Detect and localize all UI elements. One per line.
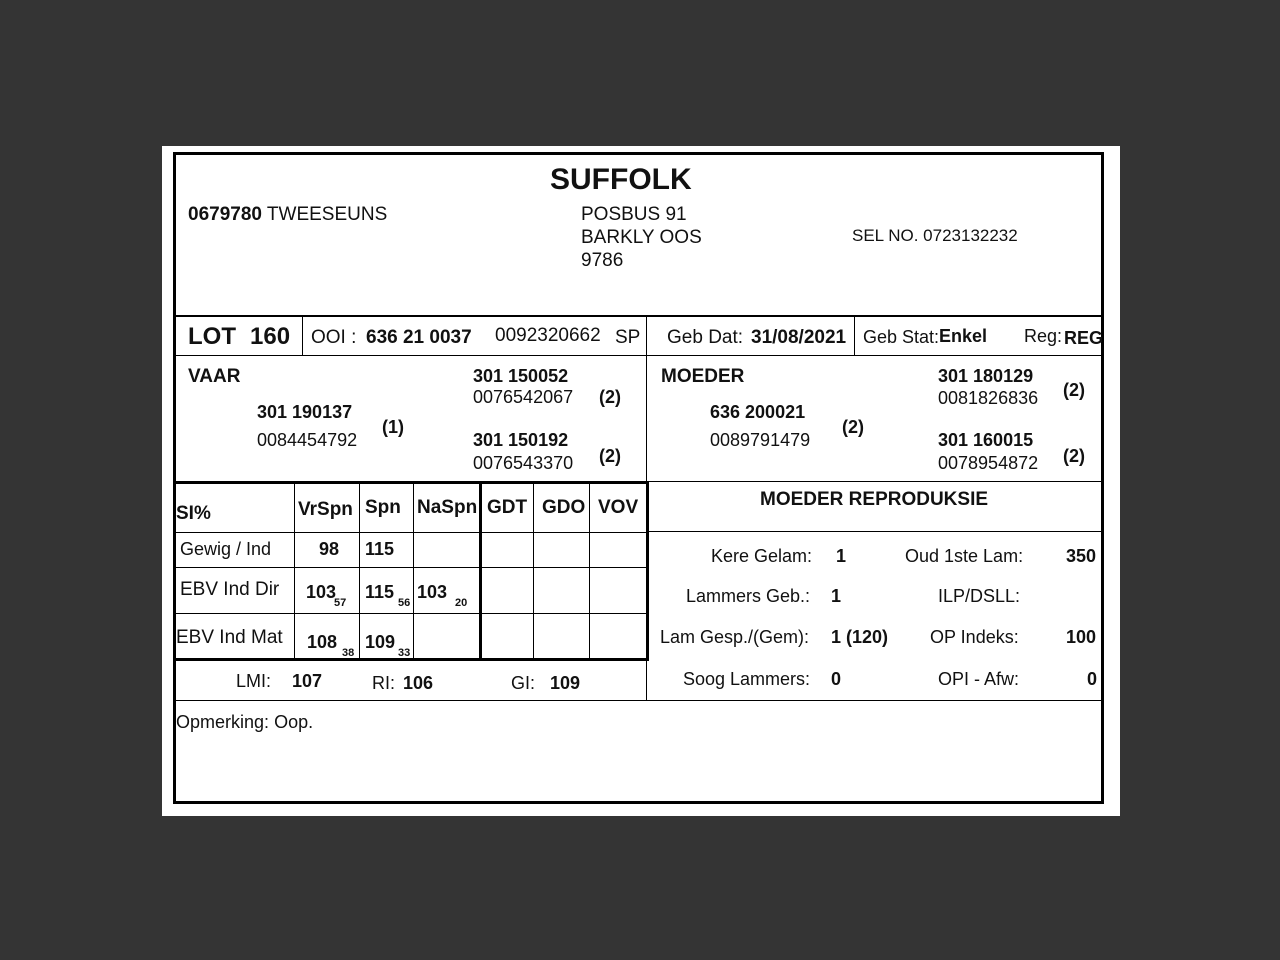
- sire-dam-code: 0076543370: [473, 453, 574, 473]
- phone-number: SEL NO. 0723132232: [852, 226, 1018, 245]
- gewig-spn: 115: [365, 539, 395, 559]
- lot-card: [173, 152, 1104, 804]
- divider: [176, 613, 646, 614]
- lammers-geb-label: Lammers Geb.:: [686, 586, 811, 606]
- soog-label: Soog Lammers:: [683, 669, 811, 689]
- soog-value: 0: [831, 669, 842, 689]
- sire-dam-grade: (2): [599, 446, 621, 466]
- opi-label: OPI - Afw:: [938, 669, 1020, 689]
- divider: [589, 484, 590, 658]
- dam-label: MOEDER: [661, 366, 745, 387]
- ooi-label: OOI :: [311, 327, 357, 348]
- vrspn-header: VrSpn: [298, 499, 353, 520]
- dam-id: 636 200021: [710, 402, 806, 422]
- dam-grade: (2): [842, 417, 864, 437]
- gdt-header: GDT: [487, 497, 528, 518]
- dam-sire-grade: (2): [1063, 380, 1085, 400]
- naspn-header: NaSpn: [417, 497, 478, 518]
- birth-status-value: Enkel: [939, 326, 988, 346]
- sire-id: 301 190137: [257, 402, 353, 422]
- divider: [479, 481, 482, 661]
- divider: [176, 567, 646, 568]
- row-label-ebv-dir: EBV Ind Dir: [180, 579, 280, 600]
- breeder-number: 0679780: [188, 204, 262, 225]
- reg-label: Reg:: [1024, 326, 1063, 346]
- lam-gesp-label: Lam Gesp./(Gem):: [660, 627, 810, 647]
- remark-value: Oop.: [274, 712, 314, 732]
- ebv-dir-vrspn: 103: [306, 582, 337, 602]
- reg-code: 0092320662: [495, 325, 601, 346]
- gi-value: 109: [550, 673, 581, 693]
- row-label-gewig: Gewig / Ind: [180, 539, 272, 559]
- ebv-dir-spn: 115: [365, 582, 395, 602]
- op-indeks-value: 100: [1066, 627, 1097, 647]
- remark: [176, 712, 313, 733]
- sire-grade: (1): [382, 417, 404, 437]
- divider: [646, 481, 649, 661]
- dam-sire-code: 0081826836: [938, 388, 1039, 408]
- ebv-mat-vrspn: 108: [307, 632, 338, 652]
- birth-status-label: Geb Stat:: [863, 327, 940, 347]
- row-label-ebv-mat: EBV Ind Mat: [176, 627, 283, 648]
- kere-gelam-value: 1: [836, 546, 847, 566]
- divider: [176, 658, 649, 661]
- address-line-2: BARKLY OOS: [581, 227, 702, 248]
- ebv-mat-spn-accuracy: 33: [398, 647, 411, 659]
- ebv-mat-spn: 109: [365, 632, 396, 652]
- ri-label: RI:: [372, 673, 396, 693]
- gewig-vrspn: 98: [319, 539, 340, 559]
- lmi-value: 107: [292, 671, 323, 691]
- ooi-value: 636 21 0037: [366, 327, 472, 348]
- ebv-dir-naspn: 103: [417, 582, 448, 602]
- lmi-label: LMI:: [236, 671, 272, 691]
- divider: [413, 484, 414, 658]
- divider: [176, 315, 1101, 317]
- breeder: [188, 204, 387, 226]
- divider: [176, 700, 646, 701]
- spn-header: Spn: [365, 497, 401, 518]
- divider: [176, 355, 1101, 356]
- kere-gelam-label: Kere Gelam:: [711, 546, 813, 566]
- lot-label: LOT: [188, 323, 236, 350]
- gdo-header: GDO: [542, 497, 586, 518]
- divider: [176, 481, 646, 484]
- ilp-label: ILP/DSLL:: [938, 586, 1021, 606]
- divider: [294, 484, 295, 658]
- dam-code: 0089791479: [710, 430, 811, 450]
- breeder-name: TWEESEUNS: [266, 204, 388, 225]
- ri-value: 106: [403, 673, 434, 693]
- address-line-3: 9786: [581, 250, 624, 271]
- sire-label: VAAR: [188, 366, 241, 387]
- op-indeks-label: OP Indeks:: [930, 627, 1019, 647]
- ebv-dir-spn-accuracy: 56: [398, 597, 411, 609]
- sp-label: SP: [615, 327, 641, 348]
- gi-label: GI:: [511, 673, 536, 693]
- vov-header: VOV: [598, 497, 639, 518]
- sire-sire-grade: (2): [599, 387, 621, 407]
- dam-dam-id: 301 160015: [938, 430, 1034, 450]
- oud-label: Oud 1ste Lam:: [905, 546, 1024, 566]
- birth-date-value: 31/08/2021: [751, 327, 847, 348]
- opi-value: 0: [1087, 669, 1098, 689]
- oud-value: 350: [1066, 546, 1097, 566]
- lammers-geb-value: 1: [831, 586, 842, 606]
- lam-gesp-value: 1 (120): [831, 627, 889, 647]
- lot-card-paper: [162, 146, 1120, 816]
- lot-number: 160: [250, 323, 291, 350]
- sire-dam-id: 301 150192: [473, 430, 569, 450]
- divider: [854, 317, 855, 355]
- sire-sire-id: 301 150052: [473, 366, 569, 386]
- divider: [302, 317, 303, 355]
- dam-dam-code: 0078954872: [938, 453, 1039, 473]
- reg-value: REG: [1064, 328, 1104, 348]
- divider: [359, 484, 360, 658]
- ebv-dir-naspn-accuracy: 20: [455, 597, 468, 609]
- address-line-1: POSBUS 91: [581, 204, 687, 225]
- divider: [176, 532, 646, 533]
- divider: [646, 317, 647, 355]
- ebv-mat-vrspn-accuracy: 38: [342, 647, 355, 659]
- sire-sire-code: 0076542067: [473, 387, 574, 407]
- divider: [646, 661, 647, 701]
- dam-dam-grade: (2): [1063, 446, 1085, 466]
- sire-code: 0084454792: [257, 430, 358, 450]
- dam-sire-id: 301 180129: [938, 366, 1034, 386]
- reproduction-title: MOEDER REPRODUKSIE: [760, 489, 989, 510]
- divider: [646, 481, 1101, 482]
- divider: [533, 484, 534, 658]
- ebv-dir-vrspn-accuracy: 57: [334, 597, 347, 609]
- remark-label: Opmerking:: [176, 712, 270, 732]
- divider: [646, 531, 1101, 532]
- divider: [646, 355, 647, 481]
- birth-date-label: Geb Dat:: [667, 327, 744, 348]
- breed-title: SUFFOLK: [550, 163, 692, 196]
- si-header: SI%: [176, 503, 211, 524]
- divider: [646, 700, 1101, 701]
